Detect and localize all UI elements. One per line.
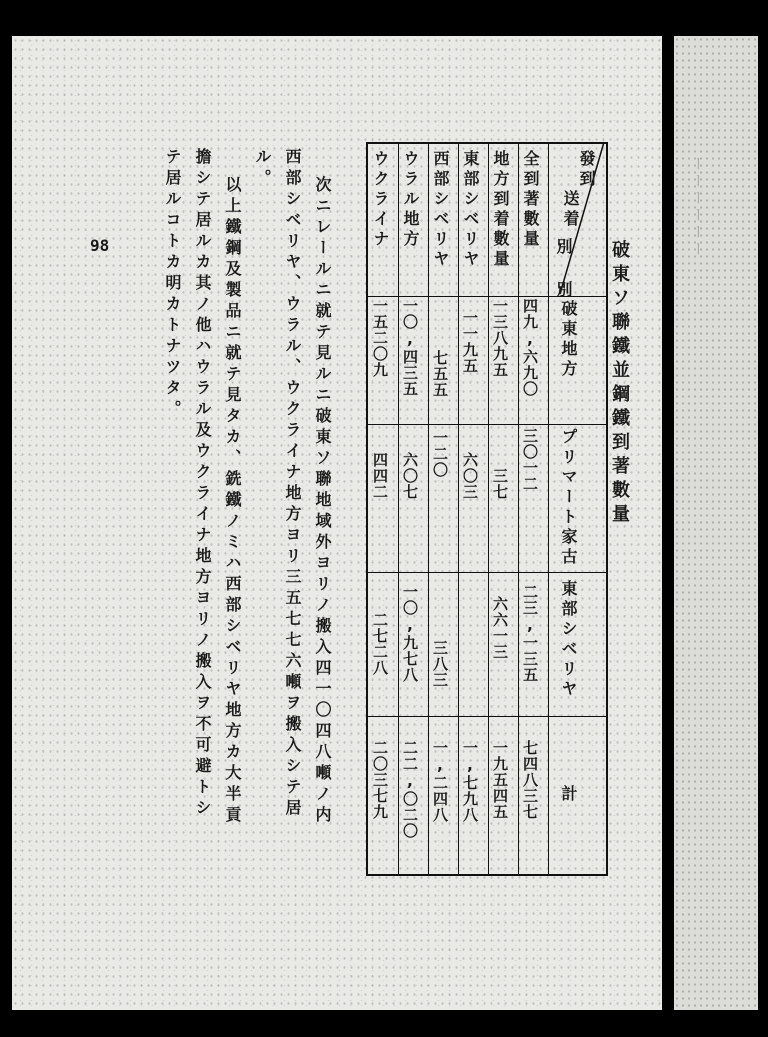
table-rule: [518, 144, 519, 874]
table-cell: 二三,一三五: [521, 584, 539, 683]
table-cell: 三〇一二: [521, 428, 539, 492]
table-rule: [368, 716, 606, 717]
table-cell: 二七二八: [371, 612, 389, 676]
corner-header-top: 發到: [577, 150, 596, 190]
table-title: 破東ソ聯鐵並鋼鐵到著數量: [609, 240, 630, 528]
table-cell: 二〇三七九: [371, 740, 389, 820]
table-rule: [458, 144, 459, 874]
table-cell: 一五二〇九: [371, 298, 389, 378]
table-rule: [368, 424, 606, 425]
bleed-through-text: ーーーーーー: [689, 156, 707, 258]
col-header: 破東地方: [559, 300, 578, 380]
table-cell: 一〇,四三五: [401, 298, 419, 397]
row-label: 地方到着數量: [491, 150, 510, 270]
table-cell: 六〇三: [461, 452, 479, 500]
row-label: 東部シベリヤ: [461, 150, 480, 270]
table-cell: 一一九五: [461, 310, 479, 374]
table-cell: 一,二四八: [431, 740, 449, 823]
table-rule: [368, 572, 606, 573]
body-text-column: ル。: [253, 148, 272, 190]
table-cell: 三七: [491, 468, 509, 500]
table-cell: 六六一三: [491, 596, 509, 660]
body-text-column: テ居ルコトカ明カトナツタ。: [163, 148, 182, 421]
col-header: 東部シベリヤ: [559, 580, 578, 700]
row-label: 全到著數量: [521, 150, 540, 250]
table-cell: 三八三: [431, 640, 449, 688]
table-rule: [428, 144, 429, 874]
corner-header-mid: 送着: [561, 190, 580, 230]
row-label: ウクライナ: [371, 150, 390, 250]
table-rule: [488, 144, 489, 874]
table-rule: [398, 144, 399, 874]
row-label: 西部シベリヤ: [431, 150, 450, 270]
body-text-column: 次ニレールニ就テ見ルニ破東ソ聯地域外ヨリノ搬入四一〇四八噸ノ内: [313, 176, 332, 827]
table-cell: 六〇七: [401, 452, 419, 500]
table-cell: 四九,六九〇: [521, 298, 539, 397]
row-label: ウラル地方: [401, 150, 420, 250]
table-cell: 二二,〇二〇: [401, 740, 419, 839]
col-header: 計: [559, 785, 578, 805]
table-cell: 四四二: [371, 452, 389, 500]
table-cell: 一九五四五: [491, 740, 509, 820]
facing-page-edge: [674, 36, 758, 1010]
table-cell: 七四八三七: [521, 740, 539, 820]
col-header: プリマート家古: [559, 428, 578, 568]
corner-header-bottom: 別 別: [554, 238, 573, 301]
page-number: 98: [90, 236, 110, 255]
body-text-column: 西部シベリヤ、ウラル、ウクライナ地方ヨリ三五七七六噸ヲ搬入シテ居: [283, 148, 302, 820]
table-cell: 一二〇: [431, 430, 449, 478]
body-text-column: 以上鐵鋼及製品ニ就テ見タカ、銑鐵ノミハ西部シベリヤ地方カ大半貢: [223, 176, 242, 827]
table-cell: 一,七九八: [461, 740, 479, 823]
table-cell: 一〇,九七八: [401, 584, 419, 683]
table-cell: 七五五: [431, 350, 449, 398]
body-text-column: 擔シテ居ルカ其ノ他ハウラル及ウクライナ地方ヨリノ搬入ヲ不可避トシ: [193, 148, 212, 820]
table-cell: 一三八九五: [491, 298, 509, 378]
